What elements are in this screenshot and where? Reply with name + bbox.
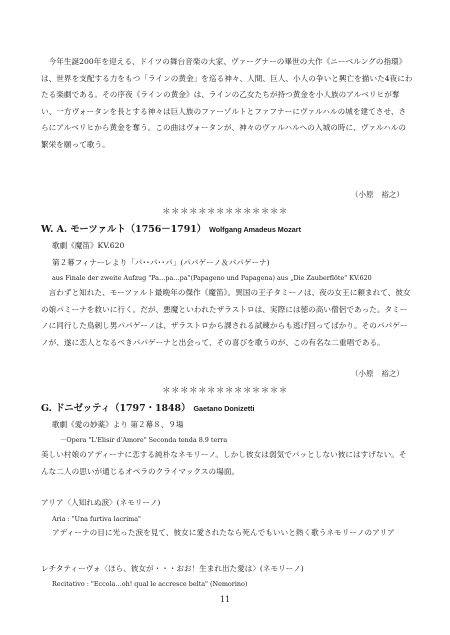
donizetti-heading [41,402,255,416]
mozart-excerpt: 第２幕フィナーレより「パ･･パ･･パ」(パパゲーノ＆パパゲーナ) [52,258,270,267]
section-separator: ＊＊＊＊＊＊＊＊＊＊＊＊＊＊ [162,385,288,395]
page-number: 11 [219,595,231,604]
donizetti-heading-text: G. ドニゼッティ（1797・1848） [41,403,191,414]
wagner-signature: （小原 裕之） [350,190,404,199]
recit-title: レチタティーヴォ〈ほら、彼女が・・・おお！生まれ出た愛は〉(ネモリーノ) [41,564,304,573]
mozart-heading [41,223,301,237]
mozart-heading-latin: Wolfgang Amadeus Mozart [209,225,301,234]
mozart-excerpt-en: aus Finale der zweite Aufzug "Pa…pa…pa"(Papageno und Papagena) aus „Die Zauberflöte" KV.620 [52,274,372,282]
mozart-heading-text: W. A. モーツァルト（1756－1791） [41,224,207,235]
donizetti-heading-latin: Gaetano Donizetti [193,404,255,413]
aria-en: Aria : "Una furtiva lacrima" [52,515,141,523]
mozart-signature: （小原 裕之） [350,369,404,378]
wagner-paragraph: 今年生誕200年を迎える、ドイツの舞台音楽の大家、ヴァーグナーの畢世の大作《ニーベルングの指環》は、世界を支配する力をもつ「ラインの黄金」を巡る神々、人間、巨人、小人の争いと興亡を描いた4夜にわたる楽劇である。その序夜《ラインの黄金》は、ラインの乙女たちが持つ黄金を小人族のアルベリヒが奪い、一方ヴォータンを長とする神々は巨人族のファーゾルトとファフナーにヴァルハルの城を建てさせ、さらにアルベリヒから黄金を奪う。この曲はヴォータンが、神々のヴァルハルへの入城の時に、ヴァルハルの繁栄を願って歌う。 [41,57,413,149]
mozart-paragraph: 言わずと知れた、モーツァルト最晩年の傑作《魔笛》。異国の王子タミーノは、夜の女王に頼まれて、彼女の娘パミーナを救いに行く。だが、悪魔といわれたザラストロは、実際には徳の高い僧侶であった。タミーノに同行した鳥刺し男パパゲーノは、ザラストロから課される試練からも逃げ回ってばかり。そのパパゲーノが、遂に恋人となるべきパパゲーナと出会って、その喜びを歌うのが、この有名な二重唱である。 [41,288,411,347]
donizetti-work-en: －Opera "L'Elisir d'Amore" Seconda tenda 8.9 terra [60,436,228,444]
aria-description: アディーナの目に光った涙を見て、彼女に愛されたなら死んでもいいと熱く歌うネモリーノのアリア [52,528,395,537]
donizetti-paragraph: 美しい村娘のアディーナに恋する純朴なネモリーノ。しかし彼女は弱気でパッとしない彼にはすげない。そんな二人の思いが通じるオペラのクライマックスの場面。 [41,450,407,476]
aria-title: アリア〈人知れぬ涙〉(ネモリーノ) [41,498,161,507]
recit-en: Recitativo : "Eccola…oh! qual le accresce belta" (Nemorino) [52,580,248,588]
section-separator: ＊＊＊＊＊＊＊＊＊＊＊＊＊＊ [162,206,288,216]
donizetti-work: 歌劇《愛の妙薬》より 第２幕８、９場 [52,420,184,429]
mozart-work: 歌劇《魔笛》KV.620 [52,241,125,250]
